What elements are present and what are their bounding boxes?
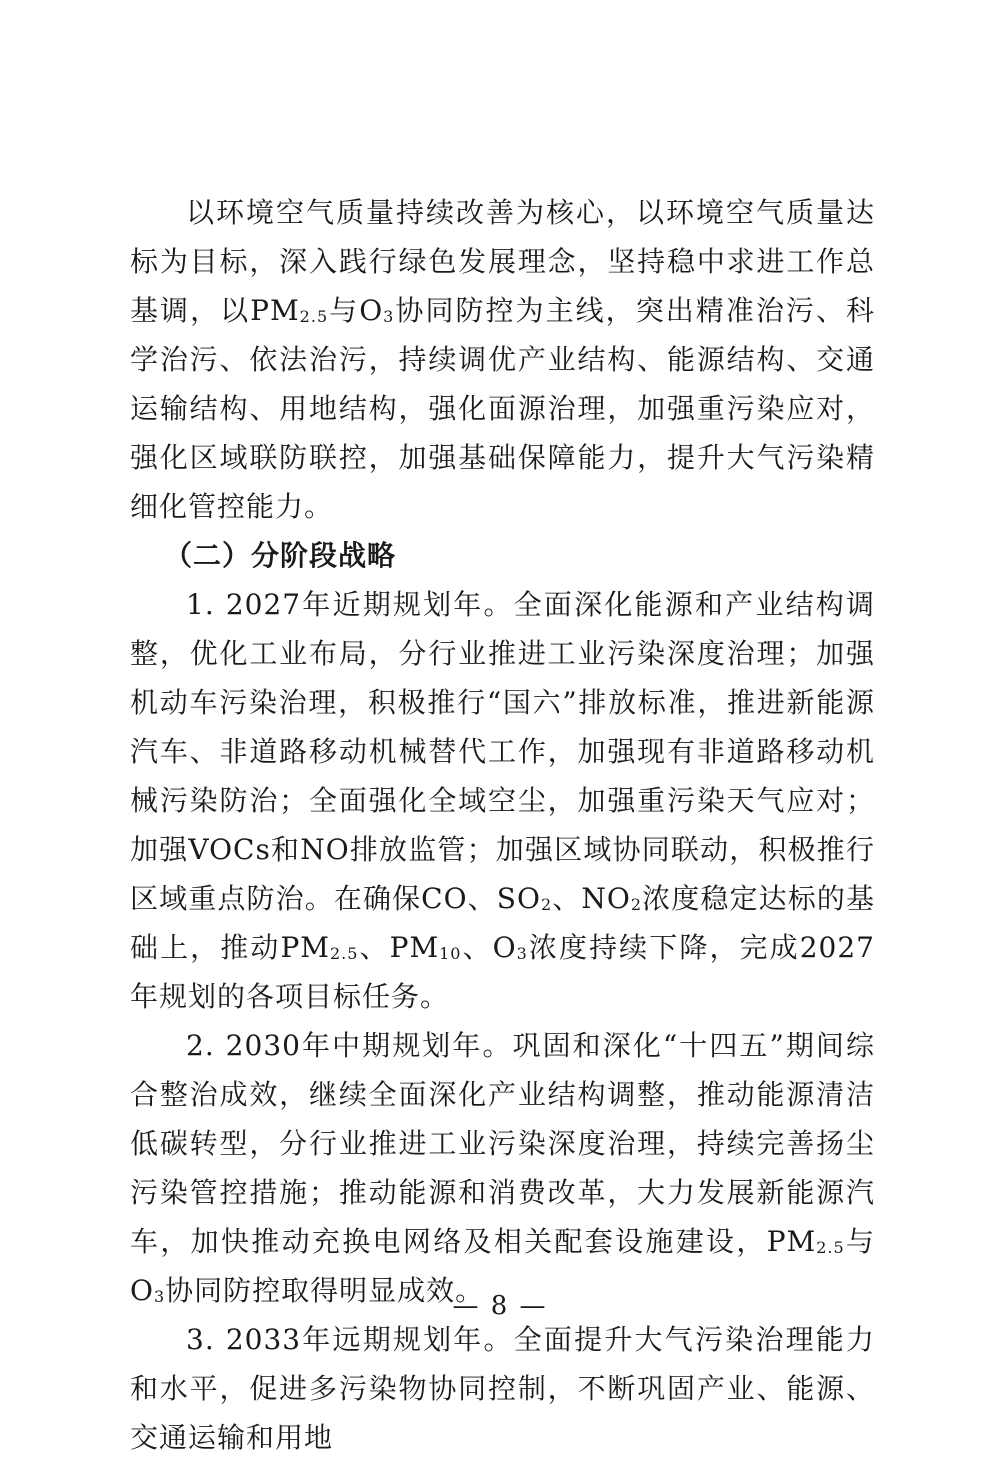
page-number: — 8 — (452, 1291, 548, 1321)
text-run: 、NO (552, 882, 631, 915)
text-run: 、O (461, 931, 517, 964)
body-text (130, 188, 875, 1462)
text-run: 协同防控取得明显成效。 (165, 1274, 485, 1307)
text-run: 浓度稳定达标的基础上，推动PM (130, 882, 875, 964)
text-run: 1. 2027年近期规划年。全面深化能源和产业结构调整，优化工业布局，分行业推进工业污染深度治理；加强机动车污染治理，积极推行“国六”排放标准，推进新能源汽车、非道路移动机械替代工作，加强现有非道路移动机械污染防治；全面强化全域空尘，加强重污染天气应对；加强VOCs和NO排放监管；加强区域协同联动，积极推行区域重点防治。在确保CO、SO (130, 588, 875, 915)
text-run: 2. 2030年中期规划年。巩固和深化“十四五”期间综合整治成效，继续全面深化产业结构调整，推动能源清洁低碳转型，分行业推进工业污染深度治理，持续完善扬尘污染管控措施；推动能源和消费改革，大力发展新能源汽车，加快推动充换电网络及相关配套设施建设，PM (130, 1029, 875, 1258)
subscript: 2 (630, 895, 643, 914)
paragraph-core-goal (130, 188, 875, 531)
paragraph-2030 (130, 1021, 875, 1315)
text-run: 、PM (358, 931, 440, 964)
text-run: 浓度持续下降，完成2027年规划的各项目标任务。 (130, 931, 875, 1013)
subscript: 3 (153, 1287, 166, 1306)
text-run: 与O (130, 1225, 875, 1307)
text-run: 与O (328, 294, 384, 327)
subscript: 3 (383, 307, 395, 326)
paragraph-2033 (130, 1315, 875, 1462)
section-heading: （二）分阶段战略 (164, 539, 397, 572)
subscript: 2.5 (299, 307, 329, 326)
subscript: 10 (439, 944, 462, 963)
paragraph-2027 (130, 580, 875, 1021)
text-run: 以环境空气质量持续改善为核心，以环境空气质量达标为目标，深入践行绿色发展理念，坚持稳中求进工作总基调，以PM (130, 196, 875, 327)
text-run: 协同防控为主线，突出精准治污、科学治污、依法治污，持续调优产业结构、能源结构、交通运输结构、用地结构，强化面源治理，加强重污染应对，强化区域联防联控，加强基础保障能力，提升大气污染精细化管控能力。 (130, 294, 875, 523)
subscript: 3 (516, 944, 528, 963)
text-run: 3. 2033年远期规划年。全面提升大气污染治理能力和水平，促进多污染物协同控制，不断巩固产业、能源、交通运输和用地 (130, 1323, 875, 1454)
subscript: 2.5 (816, 1238, 845, 1257)
subscript: 2 (540, 895, 553, 914)
subscript: 2.5 (329, 944, 359, 963)
